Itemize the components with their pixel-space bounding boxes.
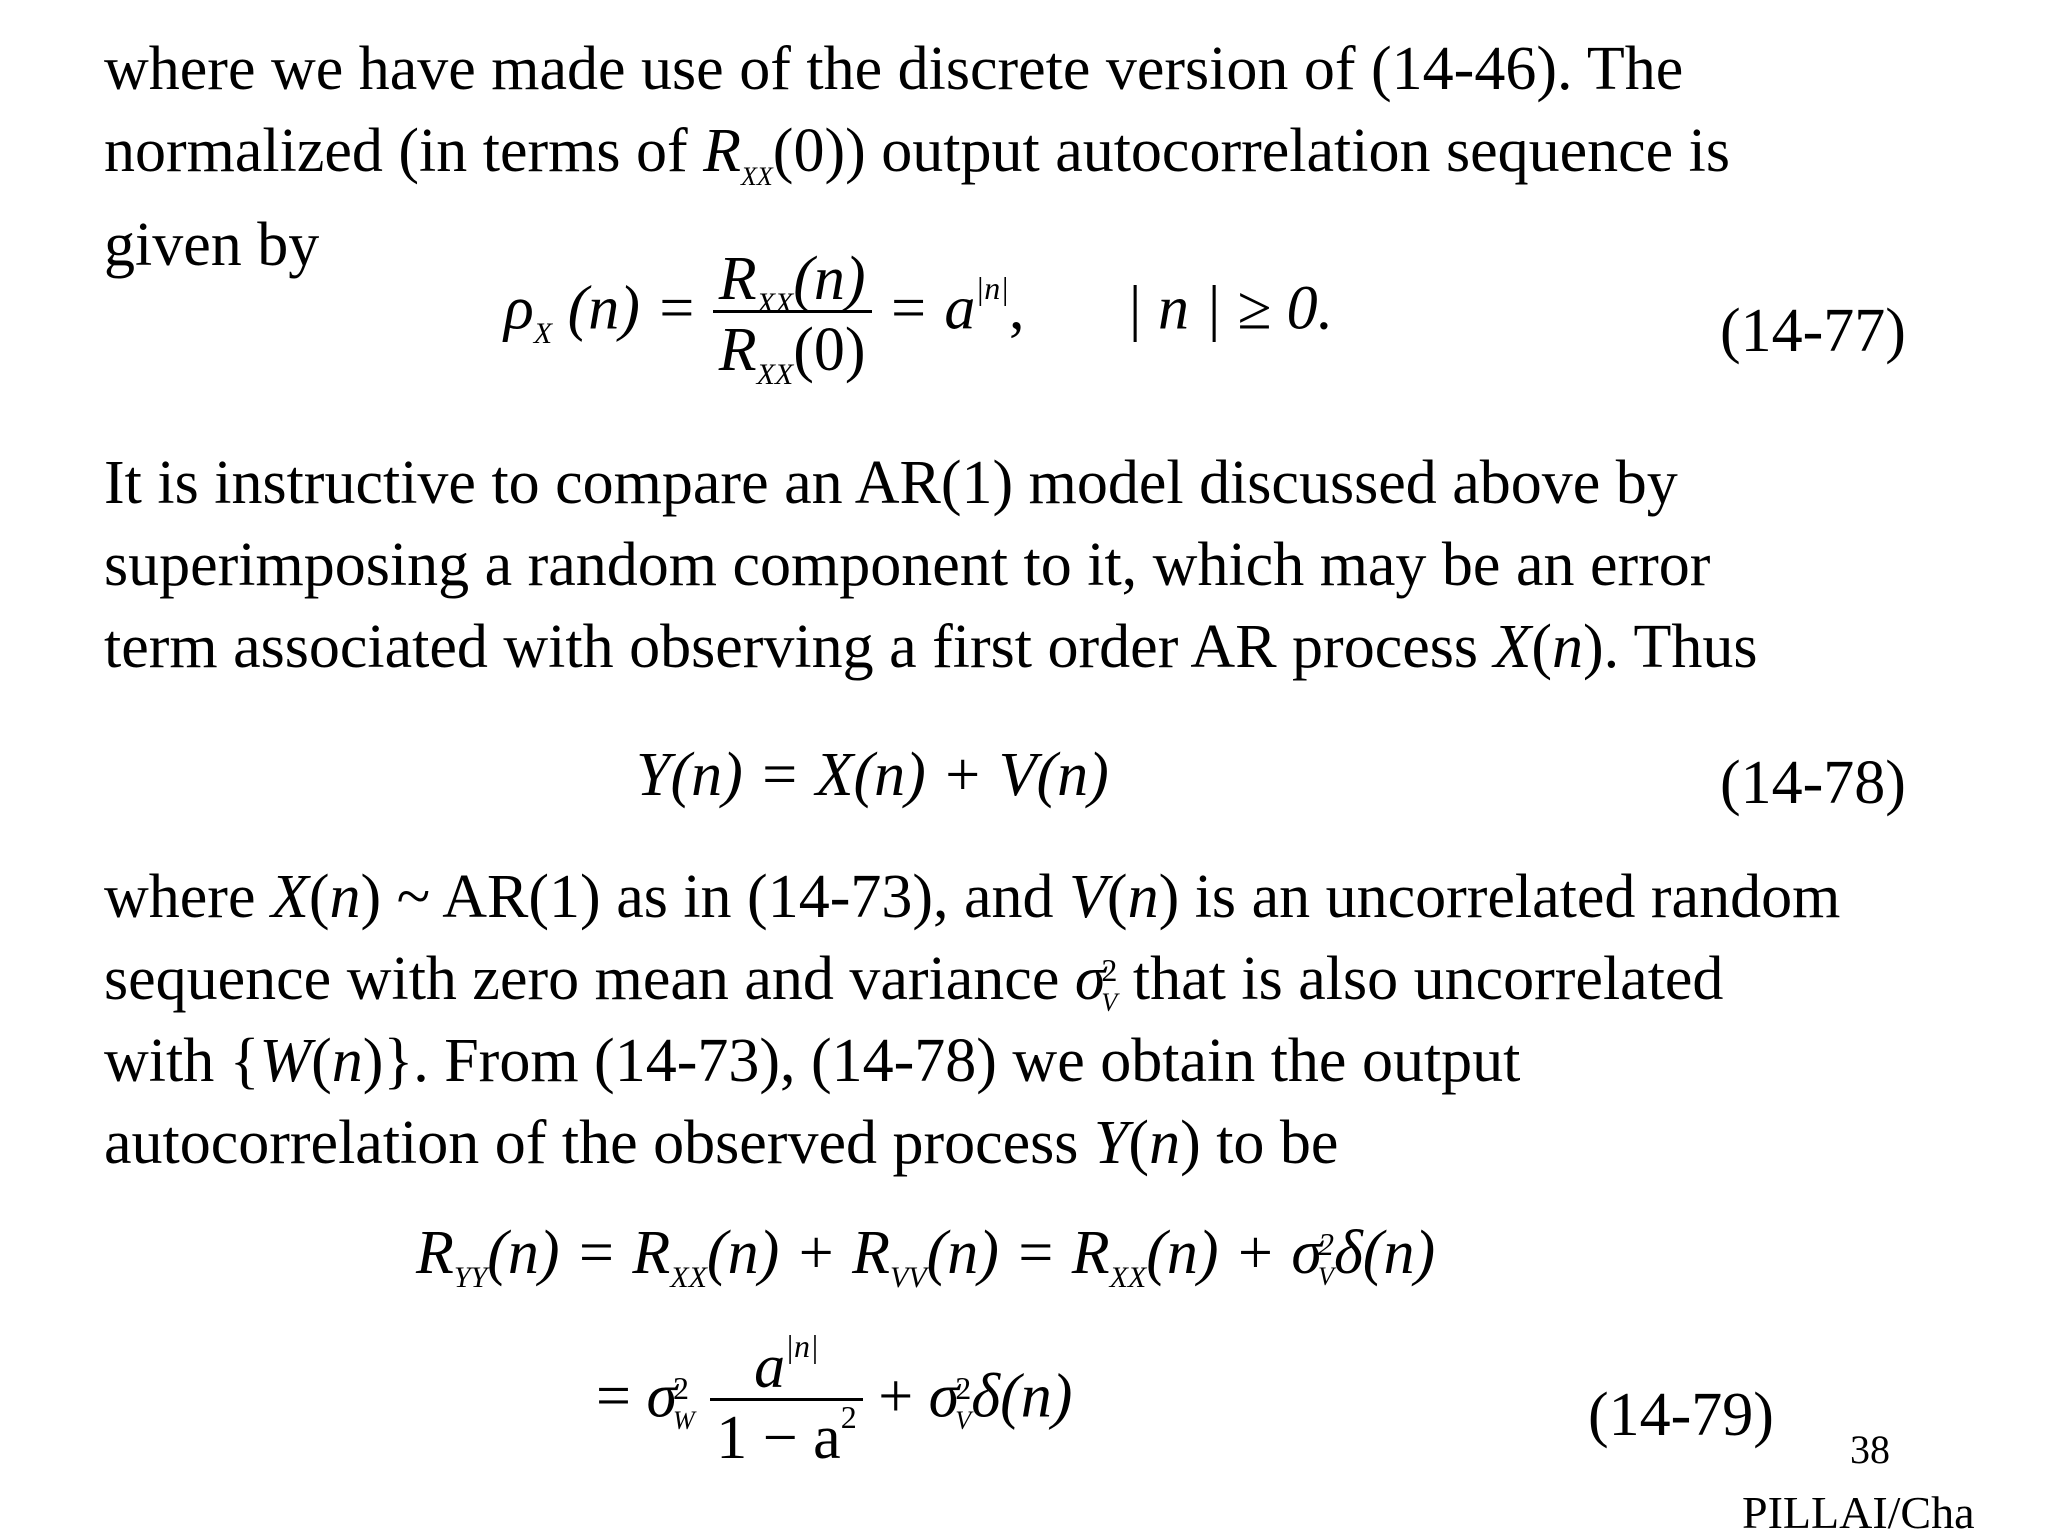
- equation-14-79-line-1: [416, 1219, 1436, 1294]
- symbol-V: V: [1069, 863, 1107, 931]
- symbol-Y: Y: [1093, 1109, 1129, 1177]
- text-span: ). Thus: [1583, 613, 1758, 681]
- text-span: sequence with zero mean and variance: [104, 945, 1075, 1013]
- text-line: [104, 938, 1840, 1020]
- symbol-n: n: [1149, 1109, 1181, 1177]
- symbol-W: W: [259, 1027, 312, 1095]
- superscript: 2: [1317, 1225, 1334, 1262]
- text-span: ) ~ AR(1) as in (14-73), and: [360, 863, 1070, 931]
- fraction: [710, 1328, 862, 1472]
- symbol-X: X: [1493, 613, 1532, 681]
- symbol-R: R: [852, 1219, 890, 1287]
- text-span: (0)) output autocorrelation sequence is: [772, 117, 1731, 185]
- plus: +: [878, 1362, 929, 1431]
- symbol-R: R: [718, 245, 757, 313]
- symbol-R: R: [416, 1219, 454, 1287]
- subscript: XX: [756, 287, 794, 320]
- text-span: (: [1531, 613, 1553, 681]
- numerator: [713, 245, 872, 320]
- symbol-R: R: [718, 316, 757, 384]
- subscript: XX: [670, 1261, 707, 1294]
- text-span: ) to be: [1180, 1109, 1339, 1177]
- sup-sub: [955, 1369, 972, 1435]
- page-number: 38: [1850, 1427, 1890, 1472]
- equation-14-78: Y(n) = X(n) + V(n): [636, 741, 1109, 809]
- equation-14-79-line-2: [596, 1328, 1073, 1472]
- symbol-sigma: σ: [1074, 945, 1106, 1013]
- symbol-n: n: [331, 1027, 363, 1095]
- superscript: 2: [1101, 951, 1118, 988]
- symbol-n: n: [1552, 613, 1584, 681]
- subscript: YY: [453, 1261, 488, 1294]
- text-span: (: [1128, 1109, 1150, 1177]
- symbol-n: n: [329, 863, 361, 931]
- text-line: [104, 1102, 1840, 1184]
- text-span: autocorrelation of the observed process: [104, 1109, 1094, 1177]
- text-span: term associated with observing a first order AR process: [104, 613, 1494, 681]
- subscript: V: [1317, 1261, 1334, 1291]
- symbol-sigma: σ: [646, 1362, 678, 1431]
- symbol-a: a: [754, 1333, 786, 1401]
- argument: (n) =: [487, 1219, 633, 1287]
- exponent: 2: [840, 1399, 857, 1435]
- sup-sub: [1317, 1225, 1334, 1291]
- fraction: [713, 245, 872, 391]
- equation-number: (14-78): [1720, 749, 1906, 817]
- delta-term: δ(n): [971, 1362, 1073, 1431]
- exponent: |n|: [785, 1328, 819, 1364]
- numerator: [710, 1328, 862, 1401]
- text-line: [104, 1020, 1840, 1102]
- argument: (n) +: [706, 1219, 853, 1287]
- text-span: normalized (in terms of: [104, 117, 704, 185]
- text-line: superimposing a random component to it, which may be an error: [104, 531, 1711, 599]
- argument: (n): [793, 245, 866, 313]
- denominator: [713, 310, 872, 391]
- superscript: 2: [955, 1369, 972, 1406]
- exponent: |n|: [975, 269, 1009, 306]
- symbol-rho: ρ: [504, 274, 534, 343]
- text-line: given by: [104, 211, 320, 279]
- text-span: ) is an uncorrelated random: [1158, 863, 1841, 931]
- text-line: It is instructive to compare an AR(1) model discussed above by: [104, 449, 1678, 517]
- symbol-sigma: σ: [1291, 1219, 1322, 1287]
- argument: (0): [793, 316, 866, 384]
- text-span: with {: [104, 1027, 260, 1095]
- comma: ,: [1009, 274, 1025, 343]
- subscript: V: [955, 1405, 972, 1435]
- subscript: W: [673, 1405, 695, 1435]
- equation-14-77: [504, 245, 1334, 391]
- symbol-sigma: σ: [928, 1362, 960, 1431]
- paragraph-3: [104, 856, 1840, 1184]
- subscript: X: [533, 316, 553, 350]
- subscript: VV: [889, 1261, 927, 1294]
- text-span: (: [308, 863, 330, 931]
- author-footer: PILLAI/Cha: [1742, 1487, 1975, 1538]
- subscript: XX: [741, 162, 773, 191]
- subscript: XX: [756, 358, 794, 391]
- text-line: where we have made use of the discrete version of (14-46). The: [104, 35, 1684, 103]
- symbol-R: R: [1071, 1219, 1110, 1287]
- paragraph-2: [104, 442, 1758, 688]
- text-line: [104, 606, 1758, 688]
- superscript: 2: [673, 1369, 690, 1406]
- text-span: where: [104, 863, 271, 931]
- equation-number: (14-77): [1720, 297, 1906, 365]
- text-span: (: [1106, 863, 1128, 931]
- equation-number: (14-79): [1588, 1381, 1774, 1449]
- sup-sub: [673, 1369, 695, 1435]
- text-line: [104, 110, 1730, 204]
- subscript: V: [1101, 987, 1118, 1017]
- condition: | n | ≥ 0.: [1125, 274, 1334, 343]
- symbol-R: R: [703, 117, 742, 185]
- delta-term: δ(n): [1333, 1219, 1436, 1287]
- rhs: = a: [887, 274, 976, 343]
- text-span: that is also uncorrelated: [1117, 945, 1724, 1013]
- equals: =: [596, 1362, 647, 1431]
- symbol-n: n: [1127, 863, 1159, 931]
- denominator-text: 1 − a: [716, 1404, 841, 1472]
- symbol-X: X: [270, 863, 309, 931]
- text-span: )}. From (14-73), (14-78) we obtain the output: [362, 1027, 1521, 1095]
- argument: (n) =: [926, 1219, 1072, 1287]
- subscript: XX: [1109, 1261, 1147, 1294]
- argument: (n) =: [567, 274, 698, 343]
- text-span: (: [311, 1027, 332, 1095]
- sup-sub: [1101, 951, 1118, 1017]
- denominator: [710, 1398, 862, 1472]
- symbol-R: R: [632, 1219, 671, 1287]
- text-line: [104, 856, 1840, 938]
- argument: (n) +: [1146, 1219, 1292, 1287]
